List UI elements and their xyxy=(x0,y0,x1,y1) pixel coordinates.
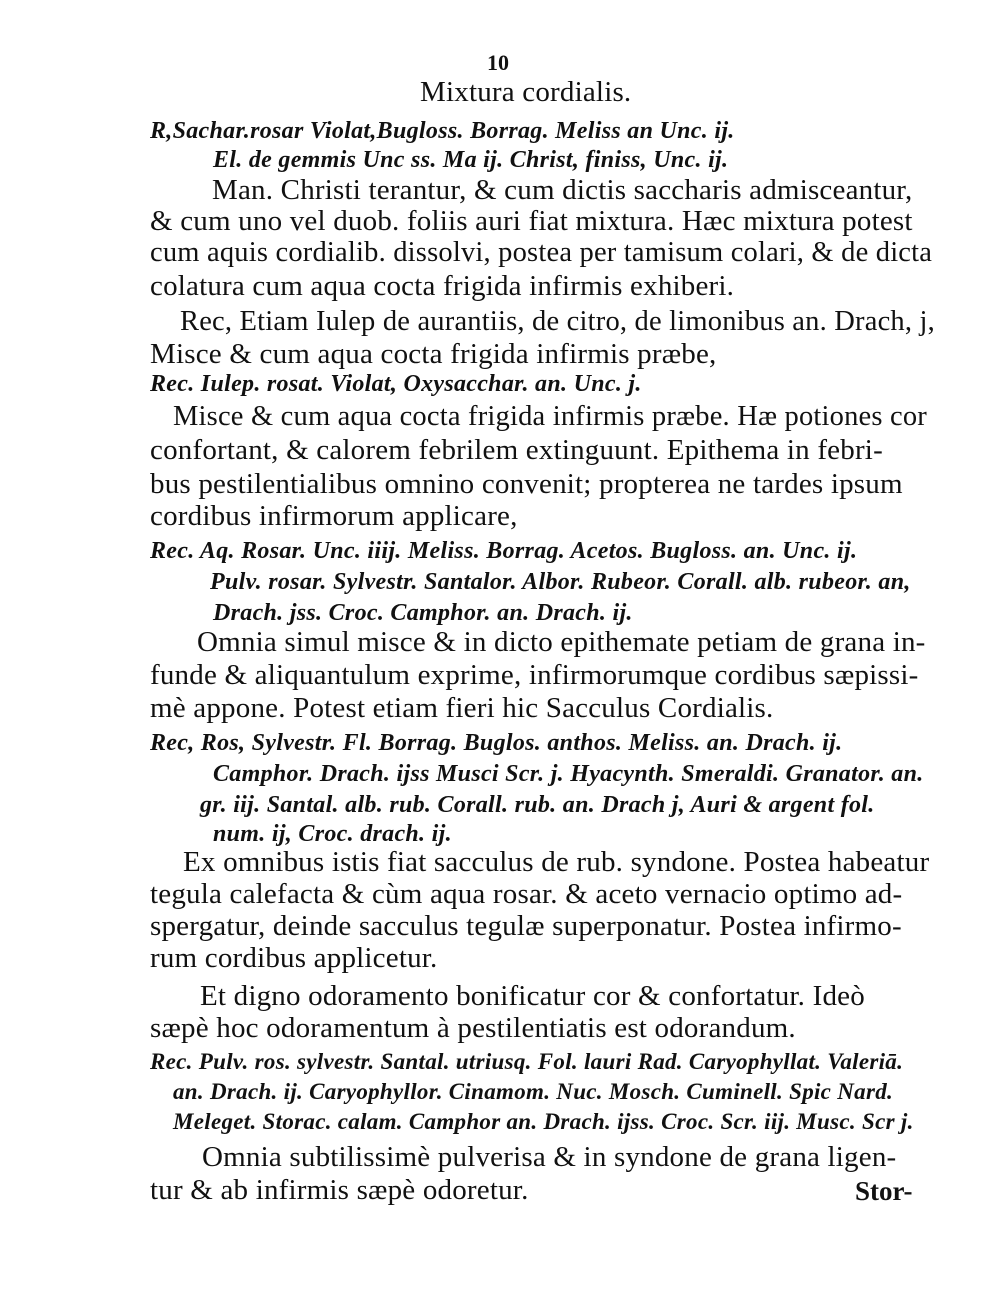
recipe-line: Meleget. Storac. calam. Camphor an. Drach. ijss. Croc. Scr. iij. Musc. Scr j. xyxy=(173,1109,914,1134)
text-line: Omnia subtilissimè pulverisa & in syndone de grana ligen- xyxy=(202,1141,897,1173)
text-line: tegula calefacta & cùm aqua rosar. & aceto vernacio optimo ad- xyxy=(150,878,903,910)
recipe-line: Rec. Aq. Rosar. Unc. iiij. Meliss. Borrag. Acetos. Bugloss. an. Unc. ij. xyxy=(150,538,858,564)
section-heading: Mixtura cordialis. xyxy=(420,76,632,108)
recipe-line: El. de gemmis Unc ss. Ma ij. Christ, finiss, Unc. ij. xyxy=(213,147,729,173)
recipe-line: gr. iij. Santal. alb. rub. Corall. rub. an. Drach j, Auri & argent fol. xyxy=(200,792,875,818)
text-line: rum cordibus applicetur. xyxy=(150,942,438,974)
text-line: & cum uno vel duob. foliis auri fiat mixtura. Hæc mixtura potest xyxy=(150,205,913,237)
text-line: sæpè hoc odoramentum à pestilentiatis est odorandum. xyxy=(150,1012,796,1044)
catchword: Stor- xyxy=(855,1176,913,1206)
recipe-line: Camphor. Drach. ijss Musci Scr. j. Hyacynth. Smeraldi. Granator. an. xyxy=(213,761,924,787)
text-line: confortant, & calorem febrilem extinguunt. Epithema in febri- xyxy=(150,434,883,466)
recipe-line: Drach. jss. Croc. Camphor. an. Drach. ij. xyxy=(213,600,633,626)
text-line: Rec, Etiam Iulep de aurantiis, de citro, de limonibus an. Drach, j, xyxy=(180,306,935,337)
recipe-line: Rec. Pulv. ros. sylvestr. Santal. utriusq. Fol. lauri Rad. Caryophyllat. Valeriā. xyxy=(150,1049,904,1074)
recipe-line: num. ij, Croc. drach. ij. xyxy=(213,821,452,847)
text-line: mè appone. Potest etiam fieri hic Sacculus Cordialis. xyxy=(150,692,774,724)
text-line: Misce & cum aqua cocta frigida infirmis præbe, xyxy=(150,338,717,370)
text-line: cordibus infirmorum applicare, xyxy=(150,500,518,532)
recipe-line: Rec. Iulep. rosat. Violat, Oxysacchar. an. Unc. j. xyxy=(150,371,642,397)
text-line: colatura cum aqua cocta frigida infirmis exhiberi. xyxy=(150,270,735,302)
text-line: spergatur, deinde sacculus tegulæ superponatur. Postea infirmo- xyxy=(150,910,902,942)
text-line: bus pestilentialibus omnino convenit; propterea ne tardes ipsum xyxy=(150,468,903,500)
text-line: funde & aliquantulum exprime, infirmorumque cordibus sæpissi- xyxy=(150,659,919,691)
text-line: Misce & cum aqua cocta frigida infirmis præbe. Hæ potiones cor xyxy=(173,401,927,432)
recipe-line: Pulv. rosar. Sylvestr. Santalor. Albor. Rubeor. Corall. alb. rubeor. an, xyxy=(210,569,911,595)
recipe-line: an. Drach. ij. Caryophyllor. Cinamom. Nuc. Mosch. Cuminell. Spic Nard. xyxy=(173,1079,894,1104)
text-line: Ex omnibus istis fiat sacculus de rub. syndone. Postea habeatur xyxy=(183,846,930,878)
text-line: Et digno odoramento bonificatur cor & confortatur. Ideò xyxy=(200,980,865,1012)
text-line: Omnia simul misce & in dicto epithemate petiam de grana in- xyxy=(197,626,926,658)
recipe-line: R,Sachar.rosar Violat,Bugloss. Borrag. Meliss an Unc. ij. xyxy=(150,118,735,144)
text-line: cum aquis cordialib. dissolvi, postea per tamisum colari, & de dicta xyxy=(150,237,933,268)
text-line: tur & ab infirmis sæpè odoretur. xyxy=(150,1174,529,1206)
text-line: Man. Christi terantur, & cum dictis saccharis admisceantur, xyxy=(212,174,913,206)
recipe-line: Rec, Ros, Sylvestr. Fl. Borrag. Buglos. anthos. Meliss. an. Drach. ij. xyxy=(150,730,843,756)
page-number: 10 xyxy=(487,50,509,75)
